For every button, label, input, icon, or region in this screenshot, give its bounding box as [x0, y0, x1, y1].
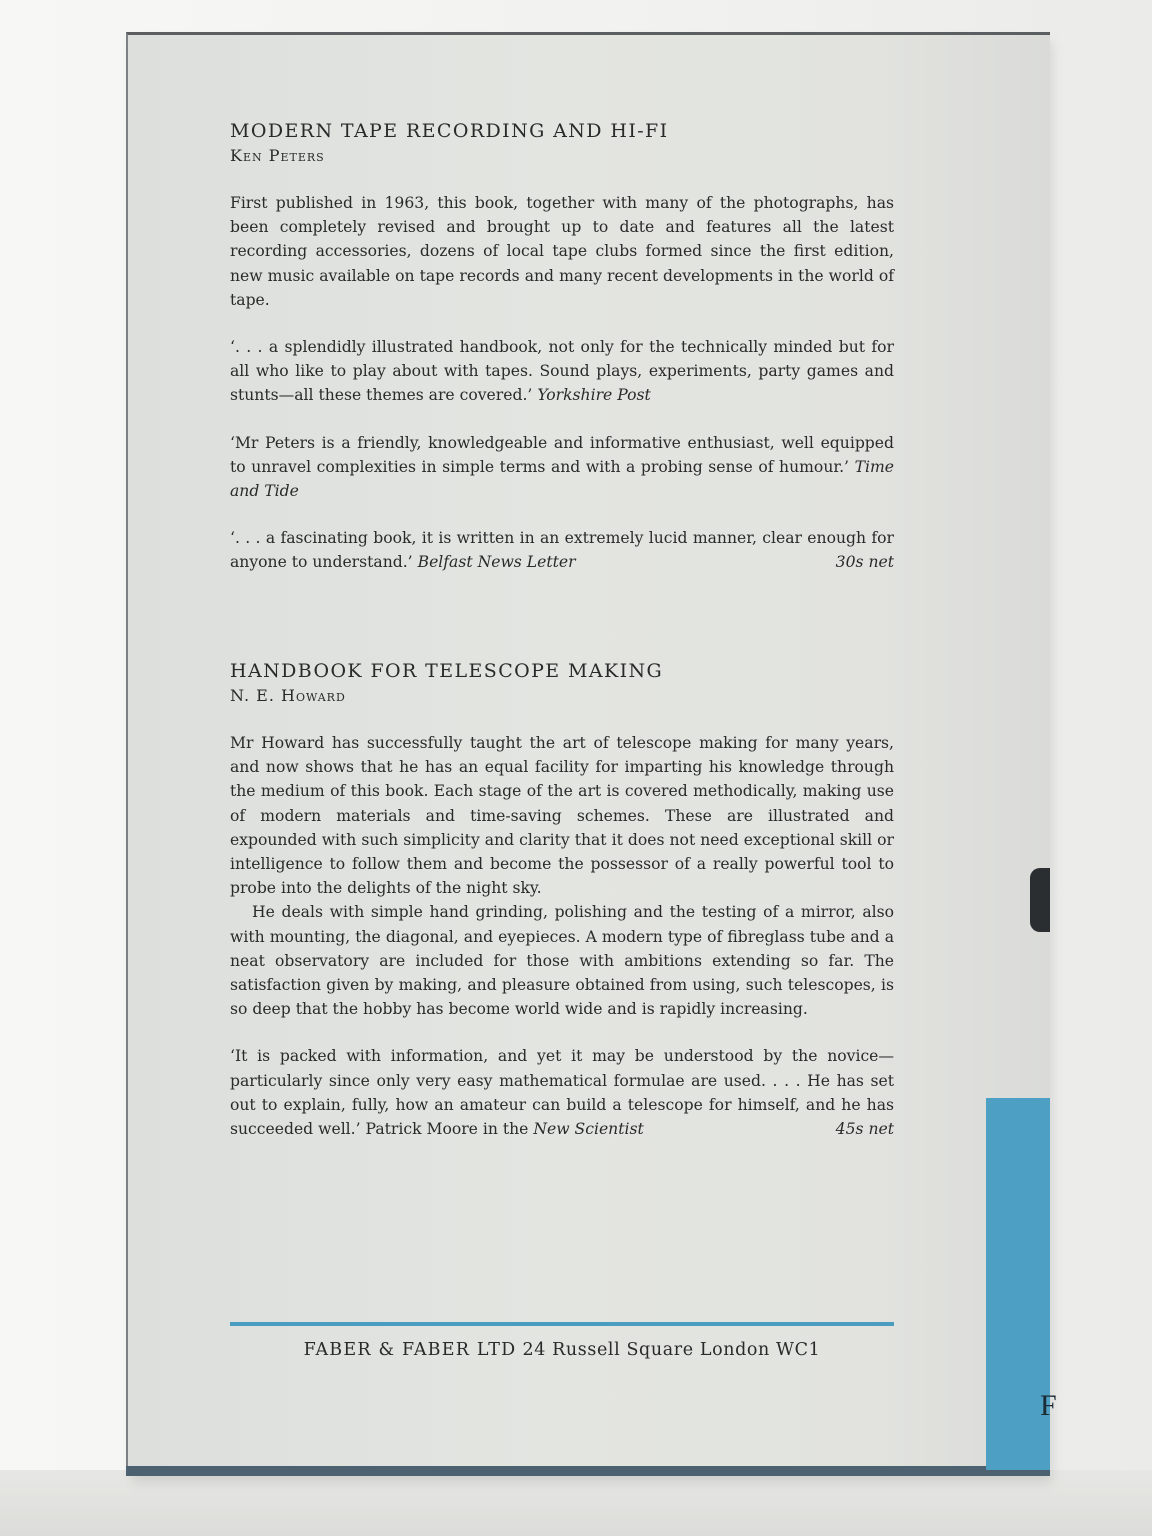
book-2-price: 45s net: [835, 1120, 894, 1139]
book-2-author: N. E. Howard: [230, 686, 346, 705]
review-source: Belfast News Letter: [417, 553, 576, 572]
publisher-line: [230, 1340, 894, 1360]
publisher-address: 24 Russell Square London WC1: [522, 1340, 821, 1360]
book-1-section: [230, 118, 894, 575]
book-2-review-1: [230, 1044, 894, 1141]
book-2-description-2: He deals with simple hand grinding, polishing and the testing of a mirror, also with mounting, the diagonal, and eyepieces. A modern type of fibreglass tube and a neat observatory are included for those with ambitions extending so far. The satisfaction given by making, and pleasure obtained from using, such telescopes, is so deep that the hobby has become world wide and is rapidly increasing.: [230, 903, 894, 1019]
book-1-review-2: [230, 431, 894, 504]
review-quote: ‘It is packed with information, and yet it may be understood by the novice—particularly since only very easy mathematical formulae are used. . . . He has set out to explain, fully, how an amateur can build a telescope for himself, and he has succeeded well.’ Patrick Moore in the: [230, 1047, 894, 1139]
spine-mark: [1030, 868, 1050, 932]
publisher-name: FABER & FABER LTD: [303, 1340, 517, 1360]
book-2-description-1: Mr Howard has successfully taught the art of telescope making for many years, and now shows that he has an equal facility for imparting his knowledge through the medium of this book. Each stage of the art is covered methodically, making use of modern materials and time-saving schemes. These are illustrated and expounded with such simplicity and clarity that it does not need exceptional skill or intelligence to follow them and become the possessor of a really powerful tool to probe into the delights of the night sky.: [230, 734, 894, 898]
book-1-review-1: [230, 335, 894, 408]
review-quote: ‘. . . a splendidly illustrated handbook, not only for the technically minded but for all who like to play about with tapes. Sound plays, experiments, party games and stunts—all these themes are covered.’: [230, 338, 894, 405]
spine-letter: F: [1040, 1389, 1057, 1422]
review-quote: ‘. . . a fascinating book, it is written in an extremely lucid manner, clear enough for anyone to understand.’: [230, 529, 894, 572]
book-1-title: MODERN TAPE RECORDING AND HI-FI: [230, 120, 669, 142]
jacket-bottom-edge: [126, 1466, 1050, 1476]
book-2-section: [230, 658, 894, 1141]
review-source: Yorkshire Post: [537, 386, 651, 405]
review-quote: ‘Mr Peters is a friendly, knowledgeable and informative enthusiast, well equipped to unravel complexities in simple terms and with a probing sense of humour.’: [230, 433, 894, 476]
review-source: New Scientist: [533, 1120, 644, 1139]
book-1-description: First published in 1963, this book, together with many of the photographs, has been completely revised and brought up to date and features all the latest recording accessories, dozens of local tape clubs formed since the first edition, new music available on tape records and many recent developments in the world of tape.: [230, 194, 894, 309]
book-1-author: Ken Peters: [230, 146, 325, 165]
book-2-title: HANDBOOK FOR TELESCOPE MAKING: [230, 660, 664, 682]
book-1-review-3: [230, 526, 894, 574]
publisher-divider: [230, 1322, 894, 1326]
book-1-price: 30s net: [835, 553, 894, 572]
review-source: Time and Tide: [230, 457, 894, 501]
